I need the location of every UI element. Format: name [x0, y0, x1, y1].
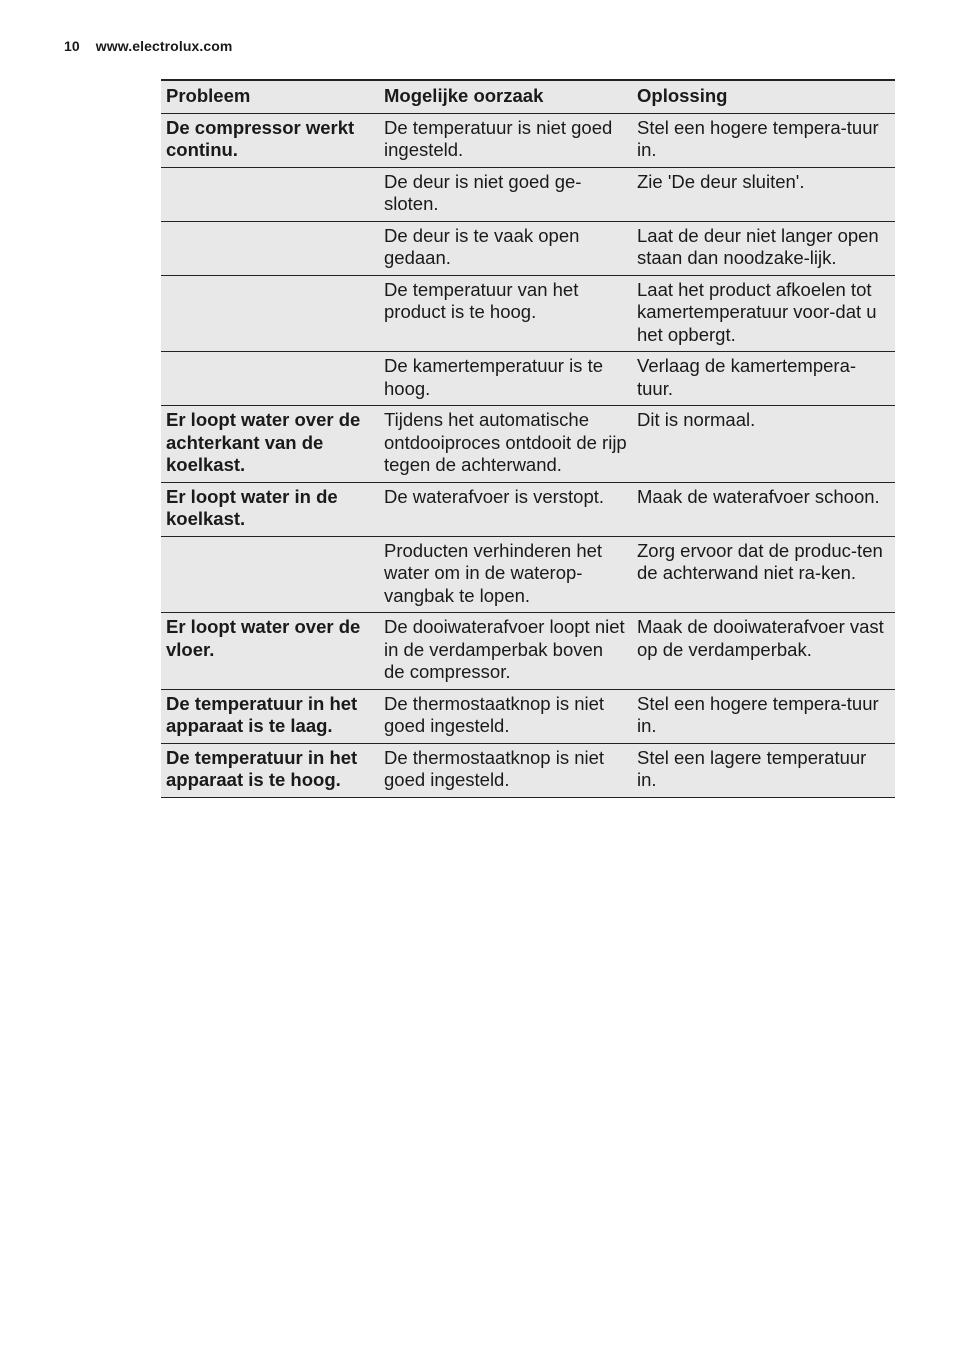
table-row: [161, 221, 895, 275]
table-row: [161, 352, 895, 406]
table-row: [161, 275, 895, 352]
website-url: www.electrolux.com: [95, 38, 233, 54]
cause-cell: De deur is niet goed ge-sloten.: [379, 167, 632, 221]
solution-cell: Stel een hogere tempera-tuur in.: [632, 689, 895, 743]
cause-cell: De kamertemperatuur is te hoog.: [379, 352, 632, 406]
cause-cell: De thermostaatknop is niet goed ingesteld.: [379, 743, 632, 797]
solution-cell: Maak de waterafvoer schoon.: [632, 482, 895, 536]
table-row: [161, 613, 895, 690]
cause-cell: De waterafvoer is verstopt.: [379, 482, 632, 536]
problem-cell: [161, 536, 379, 613]
cause-cell: De temperatuur van het product is te hoog.: [379, 275, 632, 352]
solution-cell: Maak de dooiwaterafvoer vast op de verdamperbak.: [632, 613, 895, 690]
problem-cell: [161, 352, 379, 406]
problem-cell: [161, 167, 379, 221]
cause-cell: De dooiwaterafvoer loopt niet in de verdamperbak boven de compressor.: [379, 613, 632, 690]
solution-cell: Dit is normaal.: [632, 406, 895, 483]
problem-cell: Er loopt water in de koelkast.: [161, 482, 379, 536]
troubleshooting-table: [161, 79, 895, 798]
column-header-problem: Probleem: [161, 80, 379, 113]
column-header-solution: Oplossing: [632, 80, 895, 113]
table-row: [161, 743, 895, 797]
problem-cell: De temperatuur in het apparaat is te hoog.: [161, 743, 379, 797]
problem-cell: [161, 221, 379, 275]
table-header-row: [161, 80, 895, 113]
solution-cell: Zorg ervoor dat de produc-ten de achterwand niet ra-ken.: [632, 536, 895, 613]
cause-cell: De temperatuur is niet goed ingesteld.: [379, 113, 632, 167]
table-row: [161, 689, 895, 743]
page-header: [64, 38, 232, 54]
problem-cell: De temperatuur in het apparaat is te laag.: [161, 689, 379, 743]
solution-cell: Zie 'De deur sluiten'.: [632, 167, 895, 221]
solution-cell: Laat het product afkoelen tot kamertemperatuur voor-dat u het opbergt.: [632, 275, 895, 352]
table-row: [161, 113, 895, 167]
problem-cell: De compressor werkt continu.: [161, 113, 379, 167]
cause-cell: Tijdens het automatische ontdooiproces ontdooit de rijp tegen de achterwand.: [379, 406, 632, 483]
cause-cell: De deur is te vaak open gedaan.: [379, 221, 632, 275]
table-row: [161, 482, 895, 536]
problem-cell: Er loopt water over de achterkant van de koelkast.: [161, 406, 379, 483]
table-row: [161, 406, 895, 483]
solution-cell: Stel een hogere tempera-tuur in.: [632, 113, 895, 167]
problem-cell: [161, 275, 379, 352]
cause-cell: De thermostaatknop is niet goed ingesteld.: [379, 689, 632, 743]
solution-cell: Laat de deur niet langer open staan dan noodzake-lijk.: [632, 221, 895, 275]
table-row: [161, 167, 895, 221]
problem-cell: Er loopt water over de vloer.: [161, 613, 379, 690]
solution-cell: Verlaag de kamertempera-tuur.: [632, 352, 895, 406]
table-row: [161, 536, 895, 613]
page-number: 10: [64, 38, 80, 54]
cause-cell: Producten verhinderen het water om in de waterop-vangbak te lopen.: [379, 536, 632, 613]
column-header-cause: Mogelijke oorzaak: [379, 80, 632, 113]
solution-cell: Stel een lagere temperatuur in.: [632, 743, 895, 797]
